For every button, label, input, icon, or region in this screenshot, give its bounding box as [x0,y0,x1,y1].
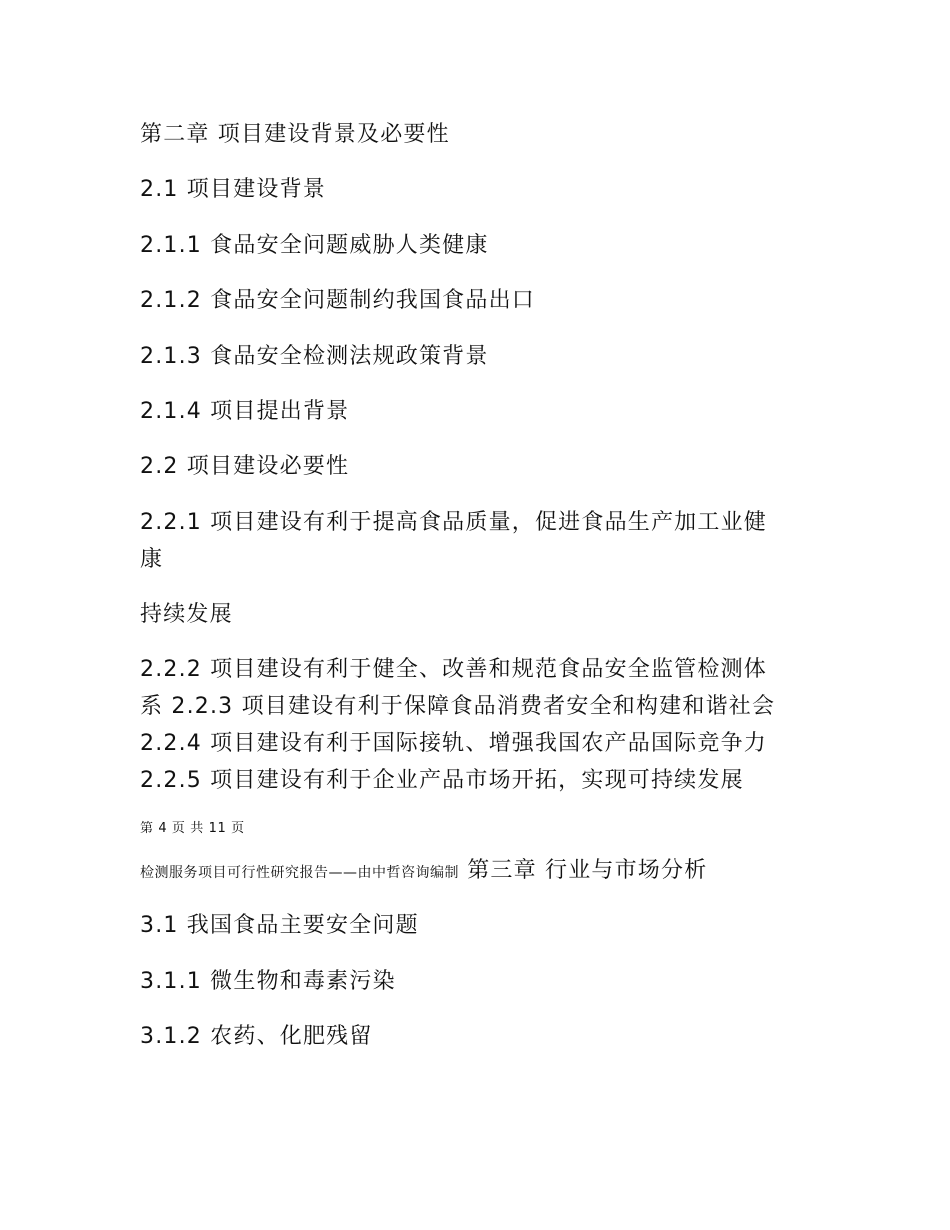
chapter3-heading: 第三章 行业与市场分析 [467,858,708,883]
section-3-1-1: 3.1.1 微生物和毒素污染 [140,969,396,994]
running-header: 检测服务项目可行性研究报告——由中哲咨询编制 [140,865,459,881]
section-2-1-2: 2.1.2 食品安全问题制约我国食品出口 [140,288,535,313]
section-2-2: 2.2 项目建设必要性 [140,454,350,479]
section-2-2-1-cont2: 持续发展 [140,602,233,627]
page-footer: 第 4 页 共 11 页 [140,821,245,836]
section-2-1-3: 2.1.3 食品安全检测法规政策背景 [140,344,489,369]
section-2-1-4: 2.1.4 项目提出背景 [140,399,350,424]
section-2-2-2: 2.2.2 项目建设有利于健全、改善和规范食品安全监管检测体 [140,657,767,682]
section-2-1-1: 2.1.1 食品安全问题威胁人类健康 [140,233,489,258]
section-2-2-4: 2.2.4 项目建设有利于国际接轨、增强我国农产品国际竞争力 [140,731,767,756]
section-2-2-1: 2.2.1 项目建设有利于提高食品质量，促进食品生产加工业健 [140,510,767,535]
section-3-1: 3.1 我国食品主要安全问题 [140,913,419,938]
section-2-1: 2.1 项目建设背景 [140,177,326,202]
section-2-2-5: 2.2.5 项目建设有利于企业产品市场开拓，实现可持续发展 [140,768,744,793]
page-header-line [140,856,707,888]
chapter2-heading: 第二章 项目建设背景及必要性 [140,122,450,147]
section-3-1-2: 3.1.2 农药、化肥残留 [140,1024,373,1049]
section-2-2-1-cont: 康 [140,547,164,572]
section-2-2-3: 系 2.2.3 项目建设有利于保障食品消费者安全和构建和谐社会 [140,694,776,719]
